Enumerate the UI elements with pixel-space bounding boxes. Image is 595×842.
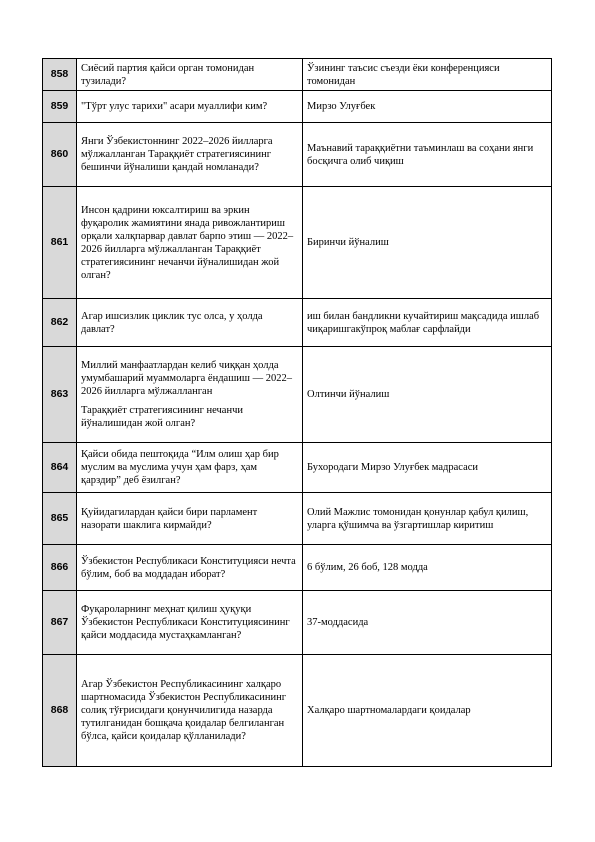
question-cell: Фуқароларнинг меҳнат қилиш ҳуқуқи Ўзбекистон Республикаси Конституциясининг қайси моддасида мустаҳкамланган?: [77, 591, 303, 655]
answer-cell: 6 бўлим, 26 боб, 128 модда: [303, 545, 552, 591]
table-row: [43, 655, 552, 767]
answer-cell: Олий Мажлис томонидан қонунлар қабул қилиш, уларга қўшимча ва ўзгартишлар киритиш: [303, 493, 552, 545]
answer-cell: Бухородаги Мирзо Улуғбек мадрасаси: [303, 443, 552, 493]
row-number: 865: [43, 493, 77, 545]
question-cell: [77, 347, 303, 443]
row-number: 868: [43, 655, 77, 767]
table-row: [43, 493, 552, 545]
question-cell: Ўзбекистон Республикаси Конституцияси нечта бўлим, боб ва моддадан иборат?: [77, 545, 303, 591]
table-row: [43, 443, 552, 493]
row-number: 864: [43, 443, 77, 493]
answer-cell: Олтинчи йўналиш: [303, 347, 552, 443]
question-cell: Агар ишсизлик циклик тус олса, у ҳолда давлат?: [77, 299, 303, 347]
answer-cell: Мирзо Улуғбек: [303, 91, 552, 123]
table-row: [43, 123, 552, 187]
table-row: [43, 347, 552, 443]
row-number: 867: [43, 591, 77, 655]
row-number: 863: [43, 347, 77, 443]
question-cell: Инсон қадрини юксалтириш ва эркин фуқаролик жамиятини янада ривожлантириш орқали халқпарвар давлат барпо этиш — 2022–2026 йилларга мўлжалланган Тараққиёт стратегиясининг нечанчи йўналишидан жой олган?: [77, 187, 303, 299]
question-text-continued: Тараққиёт стратегиясининг нечанчи йўналишидан жой олган?: [81, 405, 243, 429]
row-number: 858: [43, 59, 77, 91]
table-row: [43, 591, 552, 655]
question-cell: Сиёсий партия қайси орган томонидан тузилади?: [77, 59, 303, 91]
table-row: [43, 91, 552, 123]
answer-cell: Биринчи йўналиш: [303, 187, 552, 299]
table-row: [43, 545, 552, 591]
row-number: 859: [43, 91, 77, 123]
row-number: 861: [43, 187, 77, 299]
table-row: [43, 59, 552, 91]
answer-cell: Халқаро шартномалардаги қоидалар: [303, 655, 552, 767]
questions-table: [42, 58, 552, 767]
answer-cell: 37-моддасида: [303, 591, 552, 655]
table-row: [43, 187, 552, 299]
question-cell: Қайси обида пештоқида “Илм олиш ҳар бир муслим ва муслима учун ҳам фарз, ҳам қарздир” деб ёзилган?: [77, 443, 303, 493]
question-cell: Қуйидагилардан қайси бири парламент назорати шаклига кирмайди?: [77, 493, 303, 545]
row-number: 862: [43, 299, 77, 347]
question-cell: "Тўрт улус тарихи" асари муаллифи ким?: [77, 91, 303, 123]
question-cell: Янги Ўзбекистоннинг 2022–2026 йилларга мўлжалланган Тараққиёт стратегиясининг бешинчи йўналиши қандай номланади?: [77, 123, 303, 187]
table-row: [43, 299, 552, 347]
answer-cell: иш билан бандликни кучайтириш мақсадида ишлаб чиқаришгакўпроқ маблағ сарфлайди: [303, 299, 552, 347]
row-number: 866: [43, 545, 77, 591]
answer-cell: Маънавий тараққиётни таъминлаш ва соҳани янги босқичга олиб чиқиш: [303, 123, 552, 187]
row-number: 860: [43, 123, 77, 187]
answer-cell: Ўзининг таъсис съезди ёки конференцияси томонидан: [303, 59, 552, 91]
question-cell: Агар Ўзбекистон Республикасининг халқаро шартномасида Ўзбекистон Республикасининг солиқ тўғрисидаги қонунчилигида назарда тутилганидан бошқача қоидалар белгиланган бўлса, қайси қоидалар қўлланилади?: [77, 655, 303, 767]
question-text: Миллий манфаатлардан келиб чиққан ҳолда умумбашарий муаммоларга ёндашиш — 2022–2026 йилларга мўлжалланган: [81, 360, 293, 397]
